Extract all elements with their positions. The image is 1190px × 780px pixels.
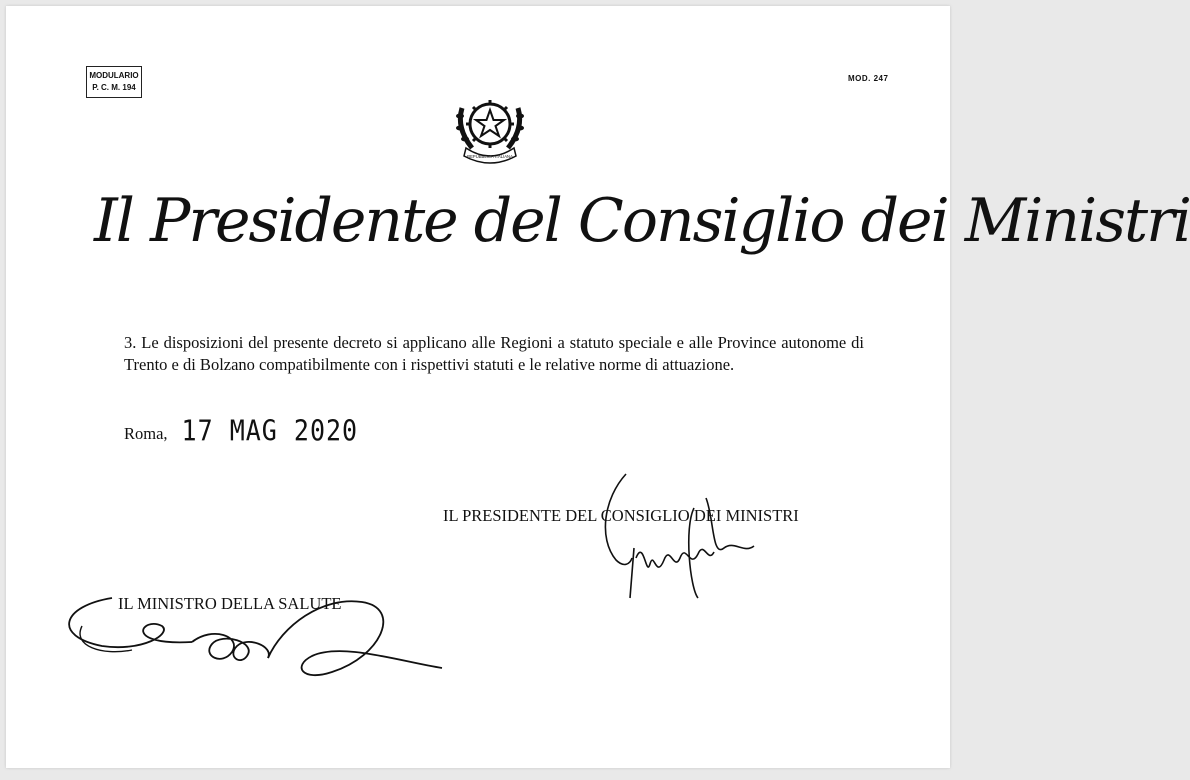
form-code: MOD. 247: [848, 74, 889, 83]
prime-minister-title: IL PRESIDENTE DEL CONSIGLIO DEI MINISTRI: [443, 506, 799, 525]
date-line: [124, 413, 359, 448]
health-minister-signature: [42, 586, 462, 696]
emblem-inscription: REPUBBLICA ITALIANA: [467, 154, 513, 159]
health-minister-title: IL MINISTRO DELLA SALUTE: [118, 594, 342, 613]
prime-minister-signature: [594, 468, 794, 608]
form-stamp-line2: P. C. M. 194: [92, 83, 136, 92]
date-place: Roma,: [124, 424, 168, 443]
date-stamp: 17 MAG 2020: [181, 413, 359, 448]
document-page: [6, 6, 1190, 768]
italian-republic-emblem-icon: [446, 88, 534, 168]
form-stamp: [86, 66, 142, 98]
form-stamp-line1: MODULARIO: [89, 71, 139, 80]
decree-article: 3. Le disposizioni del presente decreto si applicano alle Regioni a statuto speciale e alle Province autonome di Trento e di Bolzano compatibilmente con i rispettivi statuti e le relative norme di attuazione.: [124, 333, 864, 374]
letterhead-title: Il Presidente del Consiglio dei Ministri: [94, 186, 1190, 256]
